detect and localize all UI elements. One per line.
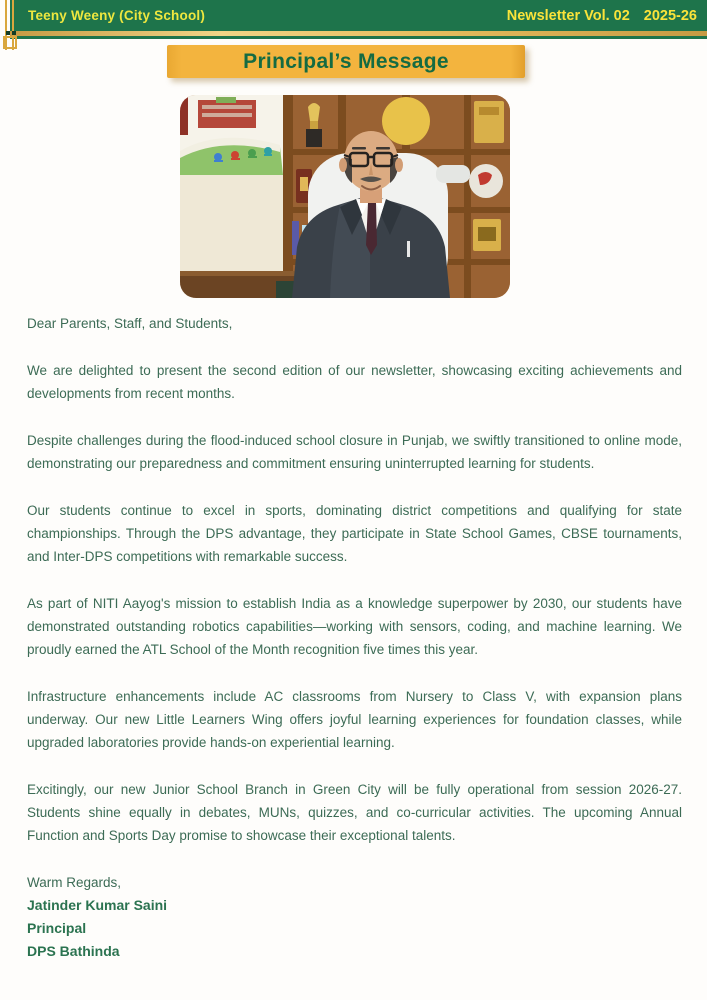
margin-decoration-dot [6, 31, 10, 35]
letter-paragraph: As part of NITI Aayog's mission to establish India as a knowledge superpower by 2030, our students have demonstrated outstanding robotics capabilities—working with sensors, coding, and machine learning. We proudly earned the ATL School of the Month recognition five times this year. [27, 596, 682, 657]
newsletter-info [507, 8, 697, 24]
letter-closing: Warm Regards, [27, 875, 122, 890]
letter-paragraph: Infrastructure enhancements include AC classrooms from Nursery to Class V, with expansion plans underway. Our new Little Learners Wing offers joyful learning experiences for foundation classes, while upgraded laboratories provide hands-on experiential learning. [27, 689, 682, 750]
letter-body [27, 312, 682, 963]
school-name: Teeny Weeny (City School) [28, 8, 206, 23]
principal-photo [180, 95, 510, 298]
page-title: Principal’s Message [243, 49, 449, 73]
letter-paragraph: Our students continue to excel in sports, dominating district competitions and qualifying for state championships. Through the DPS advantage, they participate in State School Games, CBSE tournaments, and Inter-DPS competitions with remarkable success. [27, 503, 682, 564]
signature-school: DPS Bathinda [27, 943, 120, 959]
letter-paragraph: Despite challenges during the flood-induced school closure in Punjab, we swiftly transitioned to online mode, demonstrating our preparedness and commitment ensuring uninterrupted learning for students. [27, 433, 682, 471]
margin-decoration-dot [12, 31, 16, 35]
letter-paragraphs [27, 359, 682, 847]
header-gold-stripe [10, 31, 707, 36]
letter-paragraph: Excitingly, our new Junior School Branch in Green City will be fully operational from session 2026-27. Students shine equally in debates, MUNs, quizzes, and co-curricular activities. The upcoming Annual Function and Sports Day promise to showcase their exceptional talents. [27, 782, 682, 843]
margin-decoration-square [3, 36, 17, 49]
newsletter-volume: Newsletter Vol. 02 [506, 7, 630, 24]
signature-name: Jatinder Kumar Saini [27, 897, 168, 913]
section-banner [167, 45, 525, 78]
principal-photo-illustration [180, 95, 510, 298]
newsletter-session: 2025-26 [643, 7, 697, 24]
letter-paragraph: We are delighted to present the second edition of our newsletter, showcasing exciting achievements and developments from recent months. [27, 363, 682, 401]
letter-salutation: Dear Parents, Staff, and Students, [27, 316, 233, 331]
signature-title: Principal [27, 920, 87, 936]
header-bar [10, 0, 707, 39]
